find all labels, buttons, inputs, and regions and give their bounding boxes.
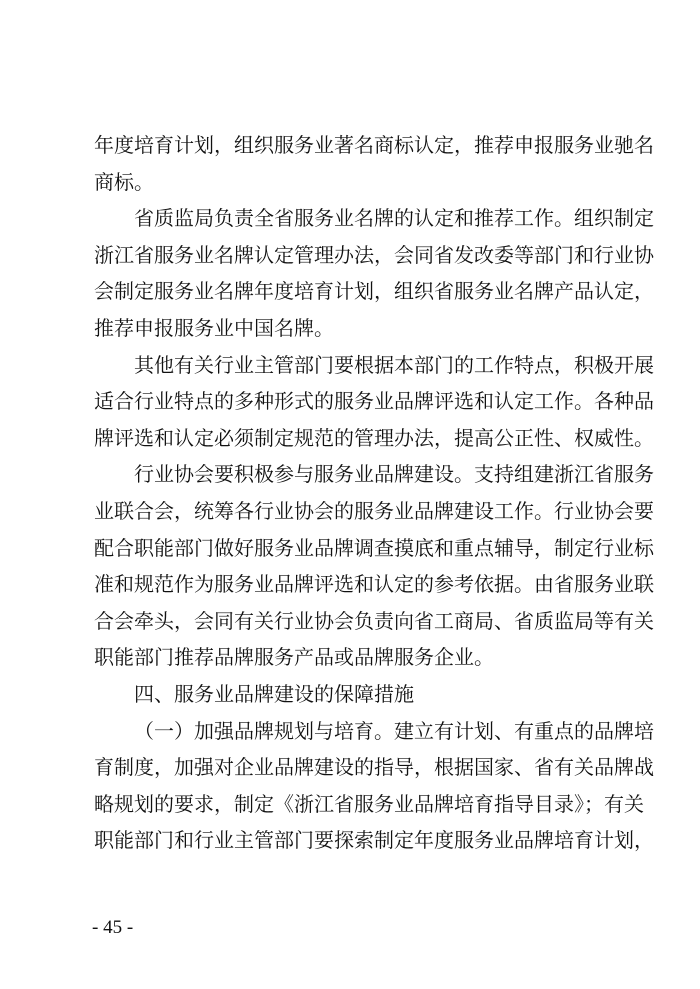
- body-text: [94, 127, 654, 859]
- text-line: 合会牵头，会同有关行业协会负责向省工商局、省质监局等有关: [94, 608, 654, 633]
- text-line: 牌评选和认定必须制定规范的管理办法，提高公正性、权威性。: [94, 425, 654, 450]
- paragraph-start-line: （一）加强品牌规划与培育。建立有计划、有重点的品牌培: [134, 718, 654, 743]
- text-line: 育制度，加强对企业品牌建设的指导，根据国家、省有关品牌战: [94, 755, 654, 780]
- text-line: 推荐申报服务业中国名牌。: [94, 315, 334, 340]
- text-line: 商标。: [94, 169, 154, 194]
- section-heading: 四、服务业品牌建设的保障措施: [134, 681, 414, 706]
- text-line: 职能部门和行业主管部门要探索制定年度服务业品牌培育计划，: [94, 828, 654, 853]
- text-line: 准和规范作为服务业品牌评选和认定的参考依据。由省服务业联: [94, 572, 654, 597]
- text-line: 业联合会，统筹各行业协会的服务业品牌建设工作。行业协会要: [94, 498, 654, 523]
- paragraph-start-line: 行业协会要积极参与服务业品牌建设。支持组建浙江省服务: [134, 462, 654, 487]
- text-line: 略规划的要求，制定《浙江省服务业品牌培育指导目录》；有关: [94, 791, 644, 816]
- page-number: - 45 -: [92, 917, 134, 938]
- paragraph-start-line: 其他有关行业主管部门要根据本部门的工作特点，积极开展: [134, 352, 654, 377]
- text-line: 适合行业特点的多种形式的服务业品牌评选和认定工作。各种品: [94, 389, 654, 414]
- text-line: 年度培育计划，组织服务业著名商标认定，推荐申报服务业驰名: [94, 133, 654, 157]
- text-line: 配合职能部门做好服务业品牌调查摸底和重点辅导，制定行业标: [94, 535, 654, 560]
- paragraph-start-line: 省质监局负责全省服务业名牌的认定和推荐工作。组织制定: [134, 206, 654, 231]
- text-line: 浙江省服务业名牌认定管理办法，会同省发改委等部门和行业协: [94, 242, 654, 267]
- text-line: 会制定服务业名牌年度培育计划，组织省服务业名牌产品认定，: [94, 279, 654, 304]
- text-line: 职能部门推荐品牌服务产品或品牌服务企业。: [94, 645, 494, 670]
